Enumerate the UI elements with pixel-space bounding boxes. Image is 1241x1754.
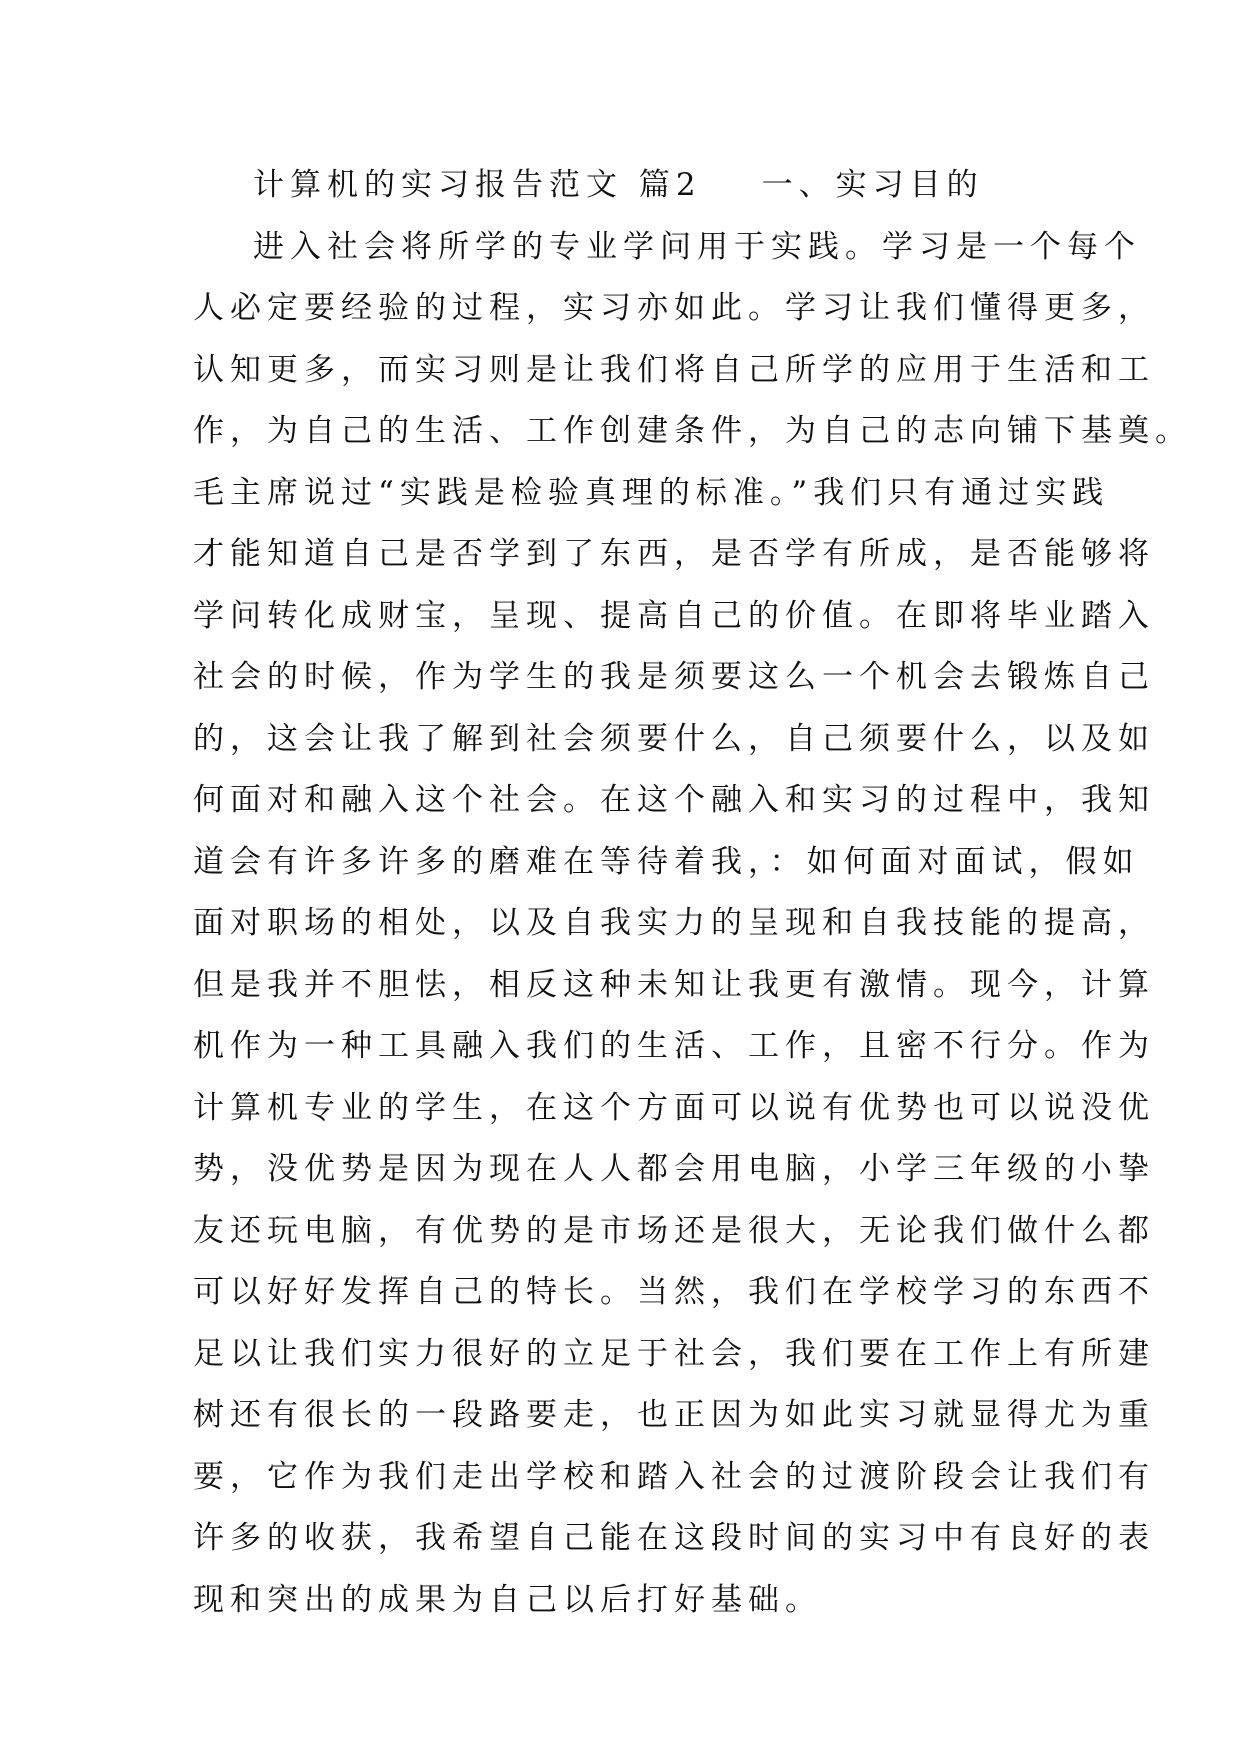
document-body (193, 155, 1192, 1631)
body-line: 的，这会让我了解到社会须要什么，自己须要什么，以及如 (193, 720, 1155, 757)
body-line: 机作为一种工具融入我们的生活、工作，且密不行分。作为 (193, 1028, 1155, 1064)
body-line: 势，没优势是因为现在人人都会用电脑，小学三年级的小挚 (193, 1151, 1155, 1187)
body-line: 认知更多，而实习则是让我们将自己所学的应用于生活和工 (193, 351, 1155, 388)
body-line: 要，它作为我们走出学校和踏入社会的过渡阶段会让我们有 (193, 1458, 1155, 1495)
body-line: 现和突出的成果为自己以后打好基础。 (193, 1581, 822, 1618)
body-line: 但是我并不胆怯，相反这种未知让我更有激情。现今，计算 (193, 966, 1155, 1003)
body-line: 面对职场的相处，以及自我实力的呈现和自我技能的提高， (193, 905, 1155, 941)
body-line: 人必定要经验的过程，实习亦如此。学习让我们懂得更多， (193, 290, 1155, 326)
body-line: 毛主席说过“实践是检验真理的标准。”我们只有通过实践 (193, 474, 1110, 511)
body-line: 进入社会将所学的专业学问用于实践。学习是一个每个 (253, 228, 1141, 265)
body-line: 友还玩电脑，有优势的是市场还是很大，无论我们做什么都 (193, 1212, 1155, 1249)
body-line: 树还有很长的一段路要走，也正因为如此实习就显得尤为重 (193, 1397, 1155, 1433)
body-line: 许多的收获，我希望自己能在这段时间的实习中有良好的表 (193, 1520, 1155, 1556)
body-line: 社会的时候，作为学生的我是须要这么一个机会去锻炼自己 (193, 659, 1155, 695)
body-line: 可以好好发挥自己的特长。当然，我们在学校学习的东西不 (193, 1274, 1155, 1310)
body-line: 计算机专业的学生，在这个方面可以说有优势也可以说没优 (193, 1089, 1155, 1126)
body-line: 学问转化成财宝，呈现、提高自己的价值。在即将毕业踏入 (193, 597, 1155, 634)
body-line: 作，为自己的生活、工作创建条件，为自己的志向铺下基奠。 (193, 413, 1192, 449)
body-line: 足以让我们实力很好的立足于社会，我们要在工作上有所建 (193, 1335, 1155, 1372)
heading-line (193, 155, 1053, 217)
body-line: 才能知道自己是否学到了东西，是否学有所成，是否能够将 (193, 536, 1155, 572)
body-line: 道会有许多许多的磨难在等待着我，：如何面对面试，假如 (193, 843, 1140, 880)
body-line: 何面对和融入这个社会。在这个融入和实习的过程中，我知 (193, 782, 1155, 818)
section-heading: 一、实习目的 (761, 167, 984, 203)
document-title: 计算机的实习报告范文 篇2 (253, 167, 702, 203)
